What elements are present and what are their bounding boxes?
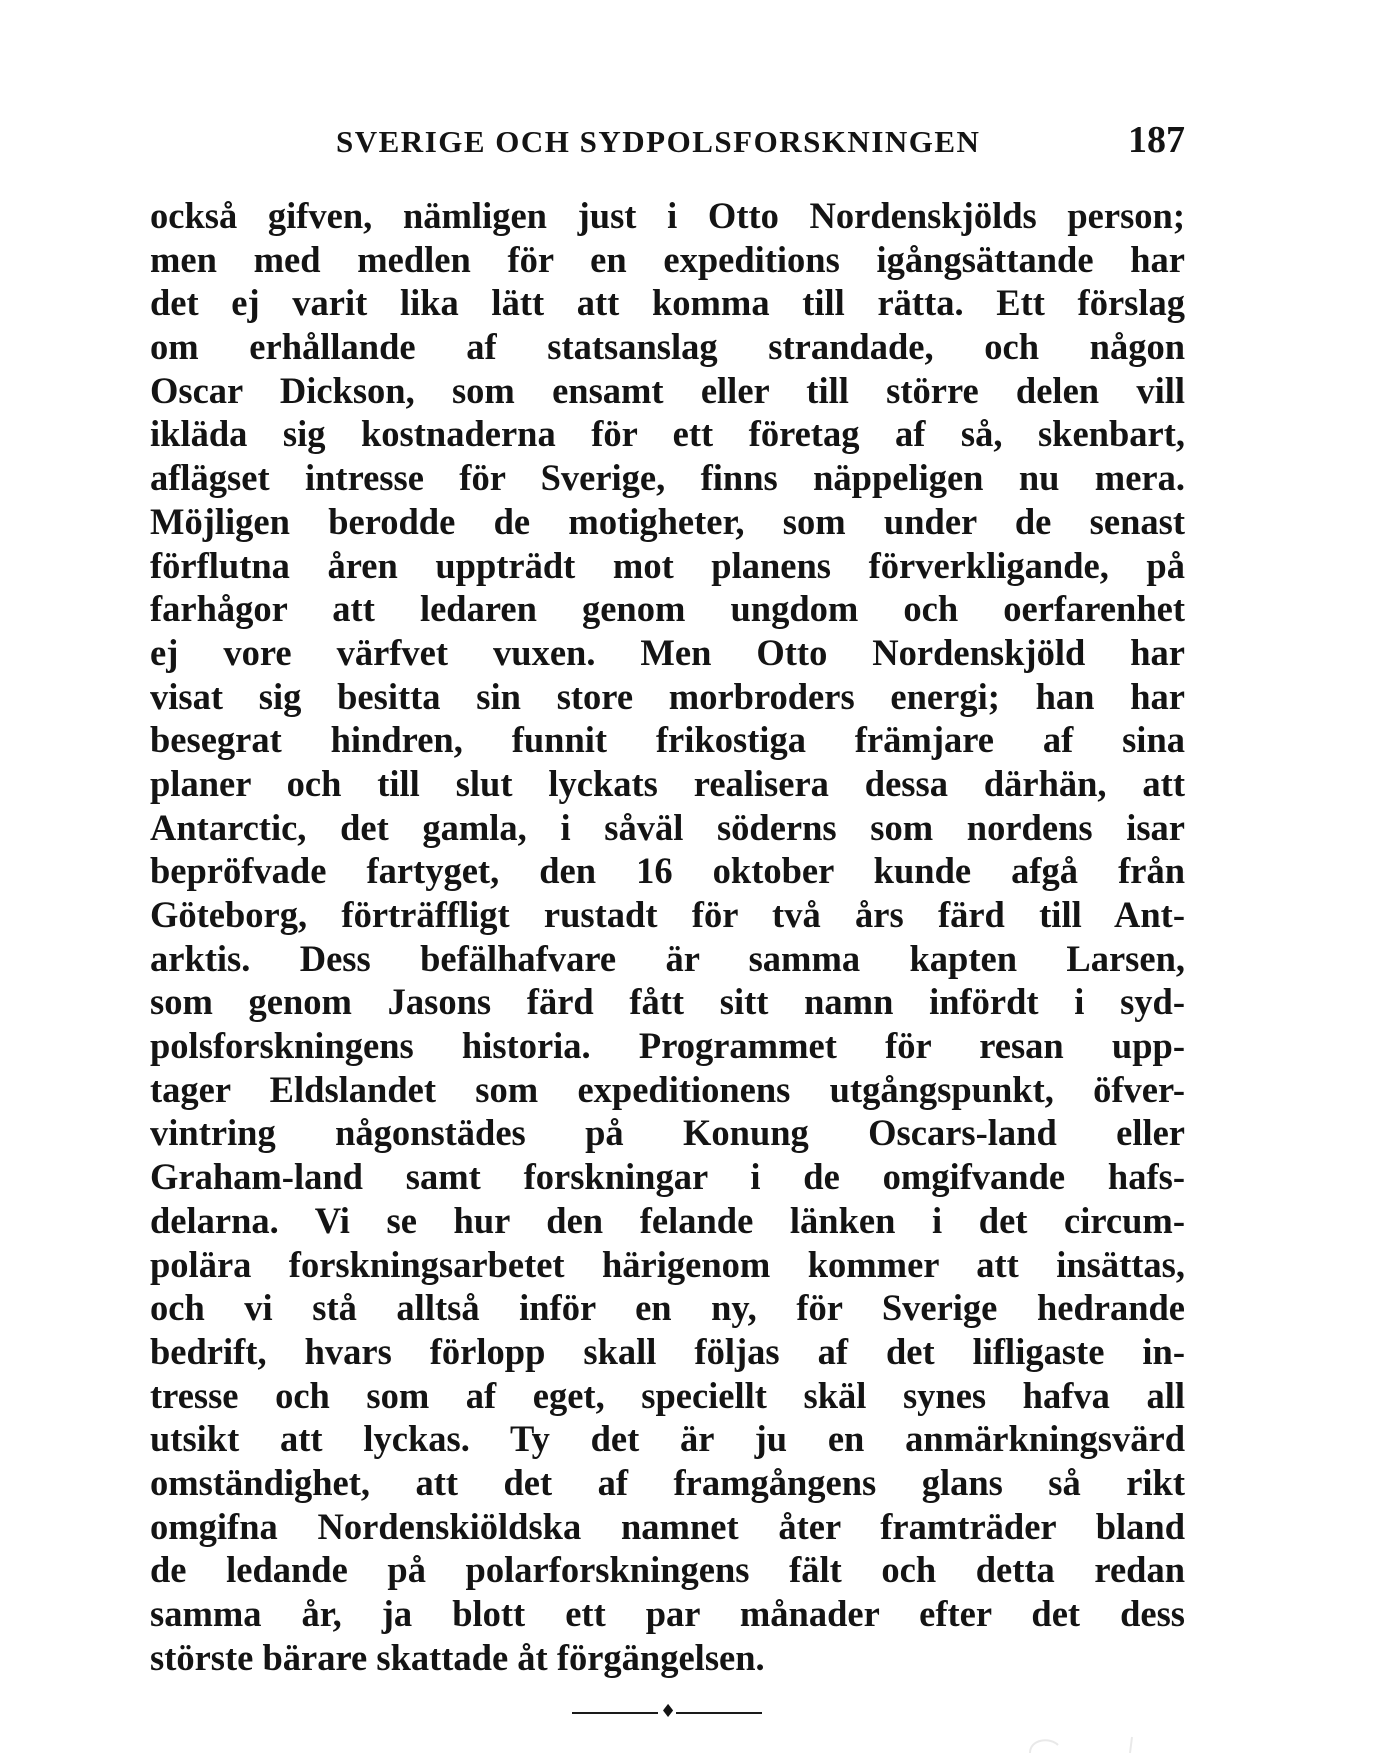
text-line: förflutna åren uppträdt mot planens förverkligande, på bbox=[150, 544, 1185, 586]
text-line: planer och till slut lyckats realisera dessa därhän, att bbox=[150, 762, 1185, 804]
text-line: om erhållande af statsanslag strandade, och någon bbox=[150, 326, 1185, 368]
text-line: samma år, ja blott ett par månader efter det dess bbox=[150, 1593, 1185, 1634]
text-line: vintring någonstädes på Konung Oscars-land eller bbox=[150, 1112, 1185, 1154]
text-line: Oscar Dickson, som ensamt eller till större delen vill bbox=[150, 369, 1185, 411]
text-line: Graham-land samt forskningar i de omgifvande hafs- bbox=[150, 1156, 1185, 1198]
text-line: bepröfvade fartyget, den 16 oktober kunde afgå från bbox=[150, 850, 1185, 892]
text-line: delarna. Vi se hur den felande länken i det circum- bbox=[150, 1199, 1185, 1241]
text-line: det ej varit lika lätt att komma till rätta. Ett förslag bbox=[150, 282, 1185, 324]
text-line: utsikt att lyckas. Ty det är ju en anmärkningsvärd bbox=[150, 1418, 1185, 1460]
text-line: också gifven, nämligen just i Otto Nordenskjölds person; bbox=[150, 195, 1185, 236]
text-line: omgifna Nordenskiöldska namnet åter framträder bland bbox=[150, 1505, 1185, 1547]
text-line: de ledande på polarforskningens fält och detta redan bbox=[150, 1549, 1185, 1591]
text-line-last: störste bärare skattade åt förgängelsen. bbox=[150, 1636, 765, 1678]
text-line: men med medlen för en expeditions igångsättande har bbox=[150, 238, 1185, 280]
text-line: Möjligen berodde de motigheter, som under de senast bbox=[150, 500, 1185, 542]
text-line: ej vore värfvet vuxen. Men Otto Nordenskjöld har bbox=[150, 631, 1185, 673]
text-line: polära forskningsarbetet härigenom kommer att insättas, bbox=[150, 1243, 1185, 1285]
text-line: och vi stå alltså inför en ny, för Sverige hedrande bbox=[150, 1287, 1185, 1329]
ornament-rule-left bbox=[572, 1712, 658, 1714]
text-line: farhågor att ledaren genom ungdom och oerfarenhet bbox=[150, 588, 1185, 630]
text-line: som genom Jasons färd fått sitt namn infördt i syd- bbox=[150, 981, 1185, 1023]
diamond-icon: ♦ bbox=[660, 1701, 677, 1722]
text-line: visat sig besitta sin store morbroders energi; han har bbox=[150, 675, 1185, 717]
text-line: arktis. Dess befälhafvare är samma kapten Larsen, bbox=[150, 937, 1185, 979]
text-line: tresse och som af eget, speciellt skäl synes hafva all bbox=[150, 1374, 1185, 1416]
running-head bbox=[150, 118, 1185, 164]
page-number: 187 bbox=[1128, 119, 1185, 161]
section-end-ornament bbox=[572, 1701, 762, 1722]
text-line: besegrat hindren, funnit frikostiga främjare af sina bbox=[150, 719, 1185, 761]
text-line: bedrift, hvars förlopp skall följas af det lifligaste in- bbox=[150, 1330, 1185, 1372]
text-line: polsforskningens historia. Programmet för resan upp- bbox=[150, 1025, 1185, 1067]
faint-watermark bbox=[1020, 1735, 1160, 1755]
ornament-rule-right bbox=[676, 1712, 762, 1714]
text-line: omständighet, att det af framgångens glans så rikt bbox=[150, 1461, 1185, 1503]
text-line: aflägset intresse för Sverige, finns näppeligen nu mera. bbox=[150, 457, 1185, 499]
body-text bbox=[150, 194, 1185, 1679]
running-title: SVERIGE OCH SYDPOLSFORSKNINGEN bbox=[336, 124, 981, 159]
text-line: Antarctic, det gamla, i såväl söderns som nordens isar bbox=[150, 806, 1185, 848]
text-line: ikläda sig kostnaderna för ett företag af så, skenbart, bbox=[150, 413, 1185, 455]
text-line: Göteborg, förträffligt rustadt för två års färd till Ant- bbox=[150, 894, 1185, 935]
text-line: tager Eldslandet som expeditionens utgångspunkt, öfver- bbox=[150, 1068, 1185, 1110]
